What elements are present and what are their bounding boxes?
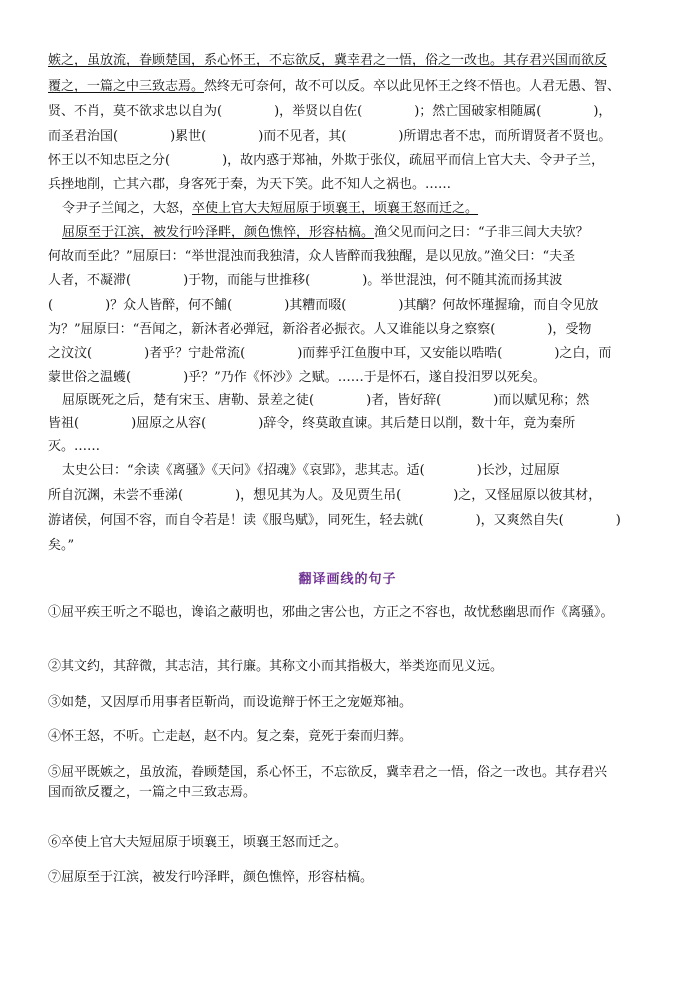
passage-line-9: 何故而至此？”屈原曰：“举世混浊而我独清，众人皆醉而我独醒，是以见放。”渔父曰：“夫圣 [48, 249, 576, 264]
translation-item-6: ⑥卒使上官大夫短屈原于顷襄王，顷襄王怒而迁之。 [48, 835, 348, 850]
passage-line-12: 为？”屈原曰：“吾闻之，新沐者必弹冠，新浴者必振衣。人又谁能以身之察察( )，受物 [48, 322, 592, 337]
passage-text: 然终无可奈何，故不可以反。卒以此见怀王之终不悟也。人君无愚、智、 [204, 79, 621, 94]
passage-line-1 [48, 52, 671, 70]
passage-line-10: 人者，不凝滞( )于物，而能与世推移( )。举世混浊，何不随其流而扬其波 [48, 273, 563, 288]
passage-line-13: 之汶汶( )者乎？宁赴常流( )而葬乎江鱼腹中耳，又安能以晧晧( )之白，而 [48, 346, 612, 361]
passage-line-16: 皆祖( )屈原之从容( )辞令，终莫敢直谏。其后楚日以削，数十年，竟为秦所 [48, 416, 576, 431]
passage-text: 令尹子兰闻之，大怒， [62, 201, 193, 216]
translation-item-2: ②其文约，其辞微，其志洁，其行廉。其称文小而其指极大，举类迩而见义远。 [48, 659, 504, 674]
translation-item-7: ⑦屈原至于江滨，被发行吟泽畔，颜色憔悴，形容枯槁。 [48, 870, 374, 885]
passage-line-11: ( )？众人皆醉，何不餔( )其糟而啜( )其醨？何故怀瑾握瑜，而自令见放 [48, 298, 599, 313]
passage-line-17: 灭。…… [48, 439, 101, 454]
underlined-sentence: 卒使上官大夫短屈原于顷襄王，顷襄王怒而迁之。 [192, 201, 479, 216]
passage-line-3: 贤、不肖，莫不欲求忠以自为( )，举贤以自佐( )；然亡国破家相随属( )， [48, 104, 612, 119]
underlined-sentence: 其存君兴国而欲反 [503, 53, 608, 68]
translation-item-4: ④怀王怒，不听。亡走赵，赵不内。复之秦，竟死于秦而归葬。 [48, 729, 413, 744]
passage-line-5: 怀王以不知忠臣之分( )，故内惑于郑袖，外欺于张仪，疏屈平而信上官大夫、令尹子兰， [48, 153, 605, 168]
passage-line-19: 所自沉渊，未尝不垂涕( )，想见其为人。及见贾生吊( )之，又怪屈原以彼其材， [48, 488, 602, 503]
translation-item-5-line-2: 国而欲反覆之，一篇之中三致志焉。 [48, 785, 257, 800]
translation-item-1: ①屈平疾王听之不聪也，谗谄之蔽明也，邪曲之害公也，方正之不容也，故忧愁幽思而作《离骚》。 [48, 605, 614, 620]
passage-line-8 [62, 224, 671, 242]
passage-line-14: 蒙世俗之温蠖( )乎？”乃作《怀沙》之赋。……于是怀石，遂自投汨罗以死矣。 [48, 370, 546, 385]
passage-line-7 [62, 200, 671, 218]
passage-line-18: 太史公曰：“余读《离骚》《天问》《招魂》《哀郢》，悲其志。适( )长沙，过屈原 [62, 463, 560, 478]
underlined-sentence: 屈原至于江滨，被发行吟泽畔，颜色憔悴，形容枯槁。 [62, 225, 375, 240]
passage-line-6: 兵挫地削，亡其六郡，身客死于秦，为天下笑。此不知人之祸也。…… [48, 177, 452, 192]
translation-item-5-line-1: ⑤屈平既嫉之，虽放流，眷顾楚国，系心怀王，不忘欲反，冀幸君之一悟，俗之一改也。其存君兴 [48, 765, 608, 780]
passage-line-20: 游诸侯，何国不容，而自令若是！读《服鸟赋》，同死生，轻去就( )，又爽然自失( ) [48, 513, 621, 528]
passage-text: 渔父见而问之曰：“子非三闾大夫欤？ [374, 225, 589, 240]
passage-line-4: 而圣君治国( )累世( )而不见者，其( )所谓忠者不忠，而所谓贤者不贤也。 [48, 129, 612, 144]
passage-line-21: 矣。” [48, 538, 75, 553]
underlined-sentence: 嫉之，虽放流，眷顾楚国，系心怀王，不忘欲反，冀幸君之一悟，俗之一改也。 [48, 53, 504, 68]
translation-item-3: ③如楚，又因厚币用事者臣靳尚，而设诡辩于怀王之宠姬郑袖。 [48, 695, 413, 710]
underlined-sentence: 覆之，一篇之中三致志焉。 [48, 79, 205, 94]
section-heading: 翻译画线的句子 [298, 572, 397, 587]
passage-line-2 [48, 78, 671, 96]
passage-line-15: 屈原既死之后，楚有宋玉、唐勒、景差之徒( )者，皆好辞( )而以赋见称；然 [62, 393, 590, 408]
